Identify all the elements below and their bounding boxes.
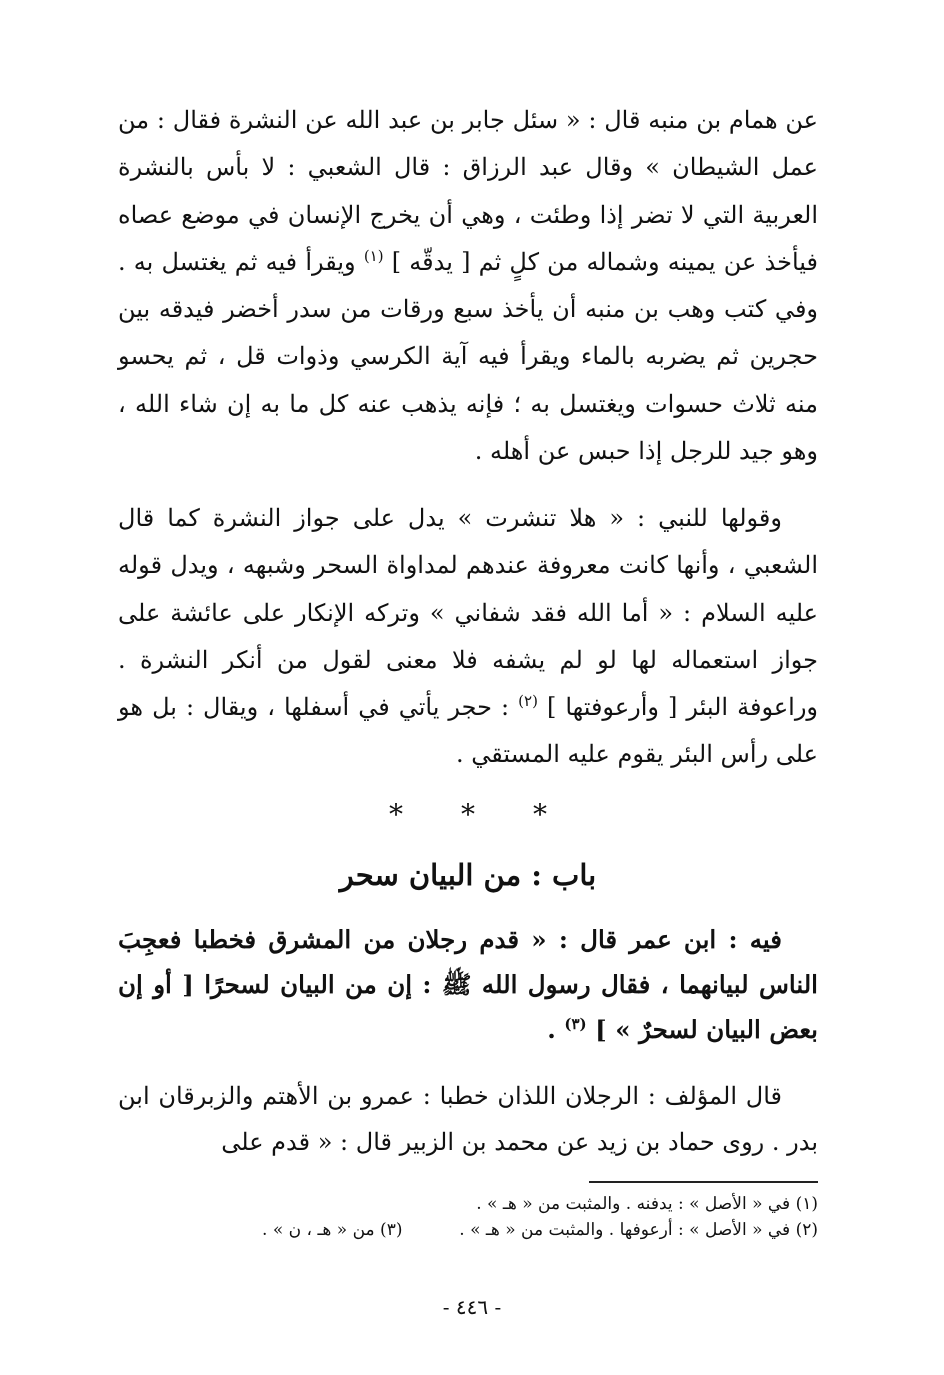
hadith-body: فيه : ابن عمر قال : « قدم رجلان من المشرق فخطبا فعجِبَ الناس لبيانهما ، فقال رسول الله ﷺ : إن من البيان لسحرًا [ أو إن بعض البيان لسحرٌ » ] — [118, 925, 818, 1044]
divider-star: * — [461, 798, 475, 831]
footnote-1: (١) في « الأصل » : يدفنه . والمثبت من « هـ » . — [476, 1194, 818, 1214]
hadith-end: . — [547, 1015, 556, 1044]
paragraph-text-continued: ويقرأ فيه ثم يغتسل به . وفي كتب وهب بن منبه أن يأخذ سبع ورقات من سدر أخضر فيدقه بين حجرين ثم يضربه بالماء ويقرأ فيه آية الكرسي وذوات قل ، ثم يحسو منه ثلاث حسوات ويغتسل به ؛ فإنه يذهب عنه كل ما به إن شاء الله ، وهو جيد للرجل إذا حبس عن أهله . — [118, 247, 818, 466]
paragraph-text: وقولها للنبي : « هلا تنشرت » يدل على جواز النشرة كما قال الشعبي ، وأنها كانت معروفة عندهم لمداواة السحر وشبهه ، ويدل قوله عليه السلام : « أما الله فقد شفاني » وتركه الإنكار على عائشة على جواز استعماله لها لو لم يشفه فلا معنى لقول من أنكر النشرة . وراعوفة البئر [ وأرعوفتها ] — [118, 504, 819, 722]
footnote-3: (٣) من « هـ ، ن » . — [262, 1220, 403, 1240]
divider-star: * — [389, 798, 403, 831]
footnote-marker-3[interactable]: (٣) — [564, 1014, 587, 1033]
hadith-text — [118, 917, 818, 1052]
page-number: - ٤٤٦ - — [442, 1295, 502, 1319]
section-divider — [118, 800, 818, 830]
paragraph-text: عن همام بن منبه قال : « سئل جابر بن عبد الله عن النشرة فقال : من عمل الشيطان » وقال عبد الرزاق : قال الشعبي : لا بأس بالنشرة العربية التي لا تضر إذا وطئت ، وهي أن يخرج الإنسان في موضع عصاه فيأخذ عن يمينه وشماله من كلٍ ثم [ يدقّه ] — [118, 106, 818, 276]
footnote-marker-1[interactable]: (١) — [363, 246, 384, 265]
footnote-separator — [589, 1181, 818, 1183]
paragraph-nushra — [118, 97, 818, 475]
footnote-2: (٢) في « الأصل » : أرعوفها . والمثبت من « هـ » . — [459, 1220, 818, 1240]
paragraph-commentary — [118, 495, 818, 779]
footnote-row — [118, 1217, 818, 1243]
paragraph-text-continued: : حجر يأتي في أسفلها ، ويقال : بل هو على رأس البئر يقوم عليه المستقي . — [118, 693, 818, 769]
chapter-title: باب : من البيان سحر — [339, 858, 597, 892]
divider-star: * — [533, 798, 547, 831]
paragraph-text: قال المؤلف : الرجلان اللذان خطبا : عمرو بن الأهتم والزبرقان ابن بدر . روى حماد بن زيد عن محمد بن الزبير قال : « قدم على — [118, 1082, 818, 1156]
paragraph-author-note — [118, 1073, 818, 1165]
footnote-marker-2[interactable]: (٢) — [518, 692, 538, 711]
footnotes — [118, 1191, 818, 1243]
